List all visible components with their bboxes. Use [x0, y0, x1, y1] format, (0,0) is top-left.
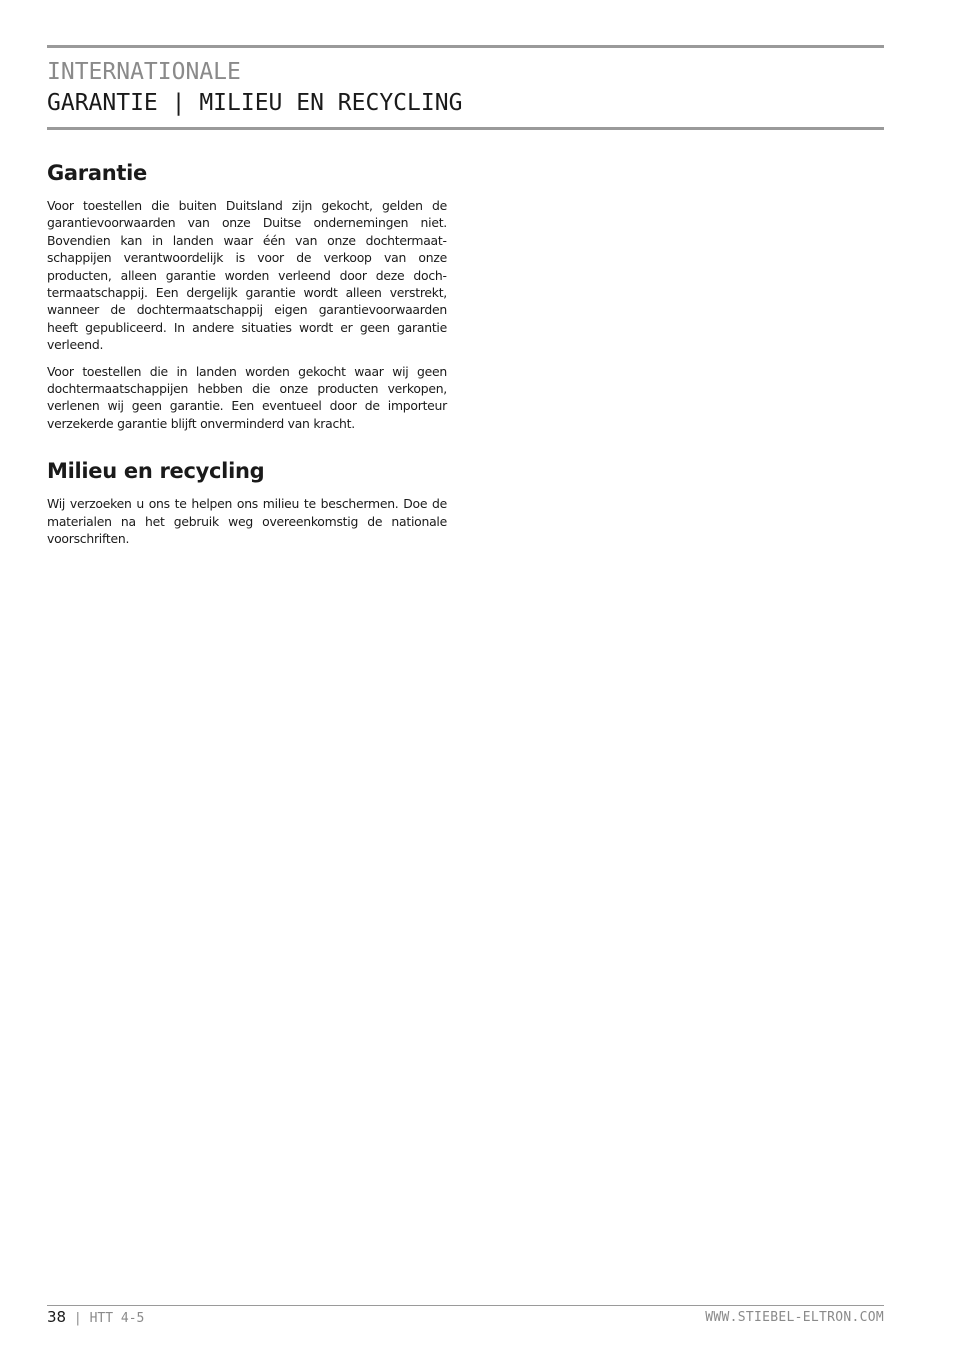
footer-left: [47, 1308, 144, 1328]
page-title: GARANTIE | MILIEU EN RECYCLING: [47, 90, 463, 116]
milieu-paragraph-1: Wij verzoeken u ons te helpen ons milieu te beschermen. Doe de materialen na het gebruik weg overeenkomstig de nationale voorschriften.: [47, 496, 447, 547]
footer-separator: |: [73, 1311, 82, 1326]
page-number: 38: [47, 1308, 67, 1326]
garantie-paragraph-2: Voor toestellen die in landen worden gekocht waar wij geen dochtermaatschappijen hebben die onze producten verkopen, verlenen wij geen garantie. Een eventueel door de importeur verzekerde garantie blijft onverminderd van kracht.: [47, 363, 447, 431]
section-heading-garantie: Garantie: [47, 161, 147, 185]
main-content: [47, 158, 447, 557]
website-url: WWW.STIEBEL-ELTRON.COM: [705, 1310, 884, 1325]
header-category: INTERNATIONALE: [47, 59, 241, 85]
garantie-paragraph-1: Voor toestellen die buiten Duitsland zijn gekocht, gelden de garantievoorwaarden van onze Duitse ondernemingen niet. Bovendien kan in landen waar één van onze dochtermaatschappijen verantwoordelijk is voor de verkoop van onze producten, alleen garantie worden verleend door deze dochtermaatschappij. Een dergelijk garantie wordt alleen verstrekt, wanneer de dochtermaatschappij eigen garantievoorwaarden heeft gepubliceerd. In andere situaties wordt er geen garantie verleend.: [47, 198, 447, 353]
header-bottom-rule: [47, 127, 884, 130]
model-name: HTT 4-5: [89, 1311, 145, 1326]
header-top-rule: [47, 45, 884, 48]
section-heading-milieu: Milieu en recycling: [47, 459, 265, 484]
footer-rule: [47, 1305, 884, 1306]
